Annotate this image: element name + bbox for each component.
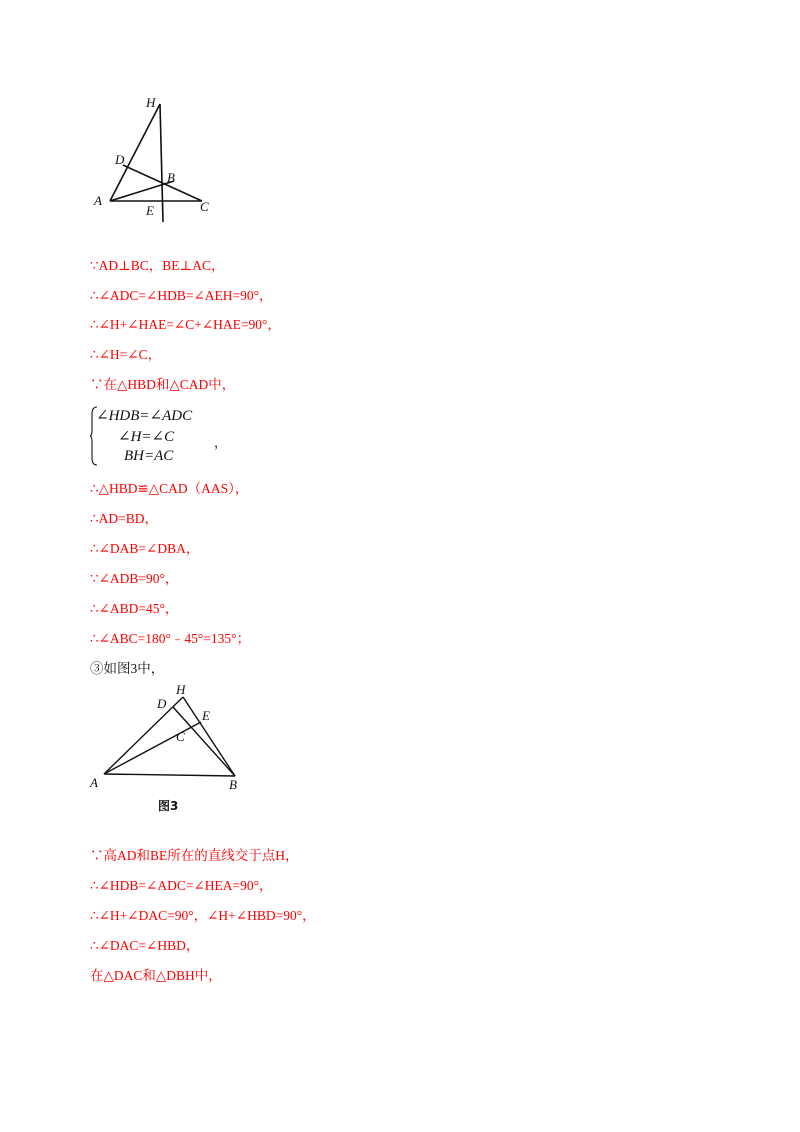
proof-line: ∴∠DAB=∠DBA， [90,541,200,556]
line-AB [104,774,235,776]
proof-line: ∴△HBD≌△CAD（AAS）， [90,481,249,496]
equation-row-1: ∠HDB=∠ADC [96,408,193,424]
label-D: D [115,152,125,167]
equation-system [90,406,240,468]
label-E: E [146,203,154,218]
geometry-figure-3 [88,680,248,820]
line-AH [104,697,183,774]
proof-line: ∴∠H+∠DAC=90°，∠H+∠HBD=90°， [90,908,316,923]
line-AE [104,722,201,774]
label-H: H [176,682,186,697]
equation-row-3: BH=AC [124,448,174,464]
figure-caption: 图3 [158,799,179,813]
proof-line: ∵在△HBD和△CAD中， [90,377,236,392]
proof-line: 在△DAC和△DBH中， [90,968,222,983]
label-D: D [157,696,167,711]
label-H: H [146,95,156,110]
label-A: A [90,775,98,790]
equation-comma: ， [214,436,228,451]
proof-line: ③如图3中， [90,661,165,676]
label-C: C [176,729,185,744]
proof-line: ∴∠ABD=45°， [90,601,179,616]
proof-line: ∵∠ADB=90°， [90,571,179,586]
line-HE [160,104,163,222]
equation-row-2: ∠H=∠C [118,429,175,445]
label-B: B [167,170,175,185]
proof-line: ∴∠H+∠HAE=∠C+∠HAE=90°， [90,317,281,332]
proof-line: ∵高AD和BE所在的直线交于点H， [90,848,299,863]
label-E: E [202,708,210,723]
label-A: A [94,193,102,208]
geometry-figure-1 [88,90,228,230]
proof-line: ∴∠HDB=∠ADC=∠HEA=90°， [90,878,273,893]
proof-line: ∴∠ABC=180°﹣45°=135°； [90,631,251,646]
proof-line: ∴∠ADC=∠HDB=∠AEH=90°， [90,288,273,303]
proof-line: ∵AD⊥BC，BE⊥AC， [90,258,225,273]
label-B: B [229,777,237,792]
proof-line: ∴AD=BD， [90,511,158,526]
proof-line: ∴∠H=∠C， [90,347,162,362]
label-C: C [200,199,209,214]
proof-line: ∴∠DAC=∠HBD， [90,938,200,953]
